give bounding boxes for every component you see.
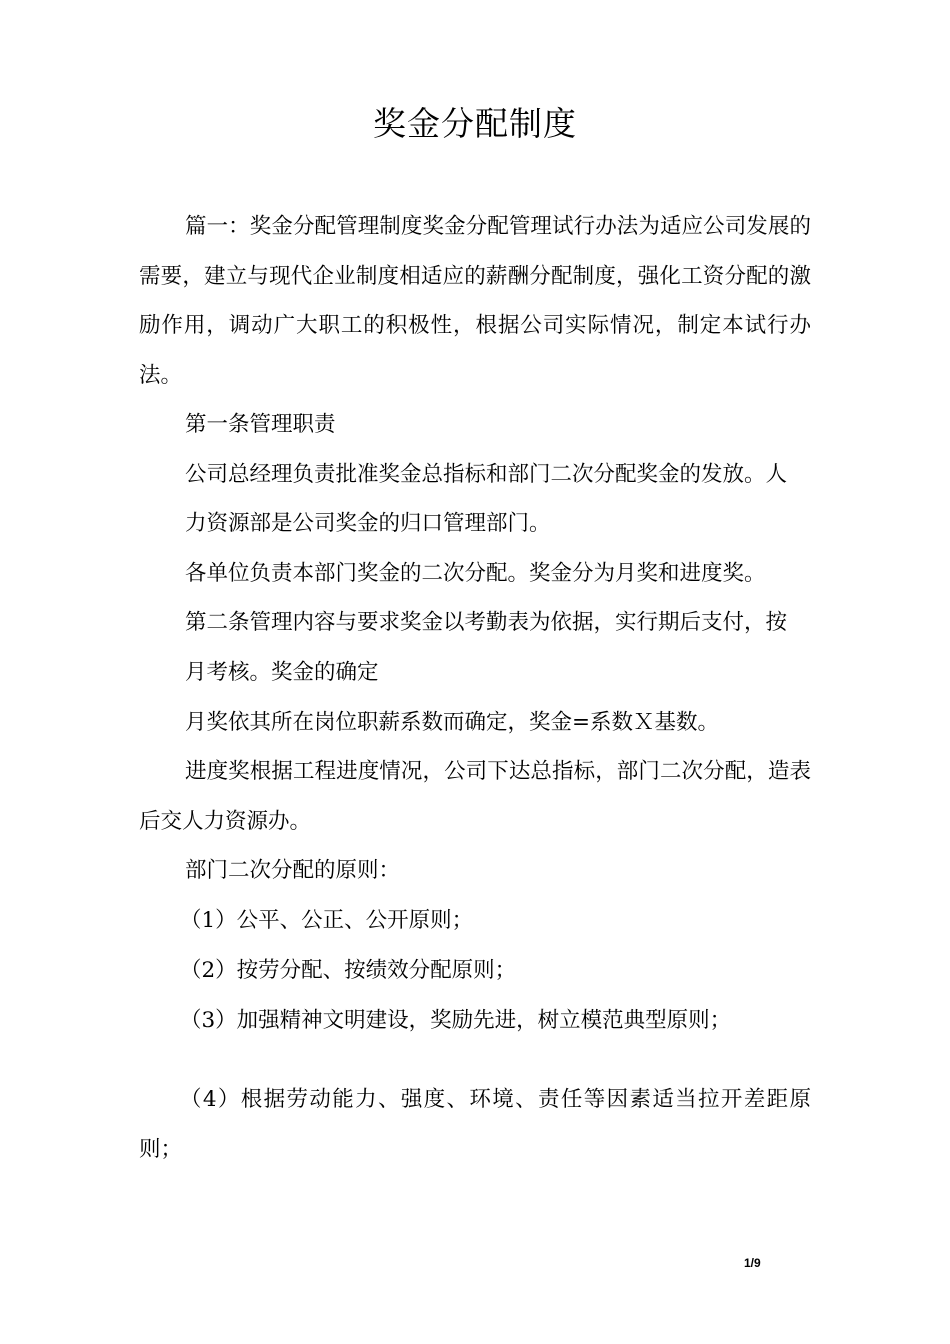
article1-line2: 力资源部是公司奖金的归口管理部门。 [185,511,551,536]
principle-item-3: （3）加强精神文明建设，奖励先进，树立模范典型原则； [180,1008,732,1033]
article1-line1: 公司总经理负责批准奖金总指标和部门二次分配奖金的发放。人 [185,462,788,487]
progress-bonus-paragraph: 进度奖根据工程进度情况，公司下达总指标，部门二次分配，造表后交人力资源办。 [139,759,811,834]
principle-item-2: （2）按劳分配、按绩效分配原则； [180,958,517,983]
principle-item-1: （1）公平、公正、公开原则； [180,908,474,933]
article2-line2: 月考核。奖金的确定 [185,660,379,685]
monthly-bonus-paragraph: 月奖依其所在岗位职薪系数而确定，奖金=系数Ｘ基数。 [185,710,720,735]
article1-line3: 各单位负责本部门奖金的二次分配。奖金分为月奖和进度奖。 [185,561,766,586]
page-number: 1/9 [744,1256,761,1270]
intro-paragraph: 篇一：奖金分配管理制度奖金分配管理试行办法为适应公司发展的需要，建立与现代企业制度相适应的薪酬分配制度，强化工资分配的激励作用，调动广大职工的积极性，根据公司实际情况，制定本试行办法。 [139,214,811,388]
article1-heading: 第一条管理职责 [185,412,336,437]
principles-heading: 部门二次分配的原则： [185,858,401,883]
principle-item-4: （4）根据劳动能力、强度、环境、责任等因素适当拉开差距原则； [139,1087,811,1162]
document-title: 奖金分配制度 [373,104,577,143]
article2-line1: 第二条管理内容与要求奖金以考勤表为依据，实行期后支付，按 [185,610,788,635]
